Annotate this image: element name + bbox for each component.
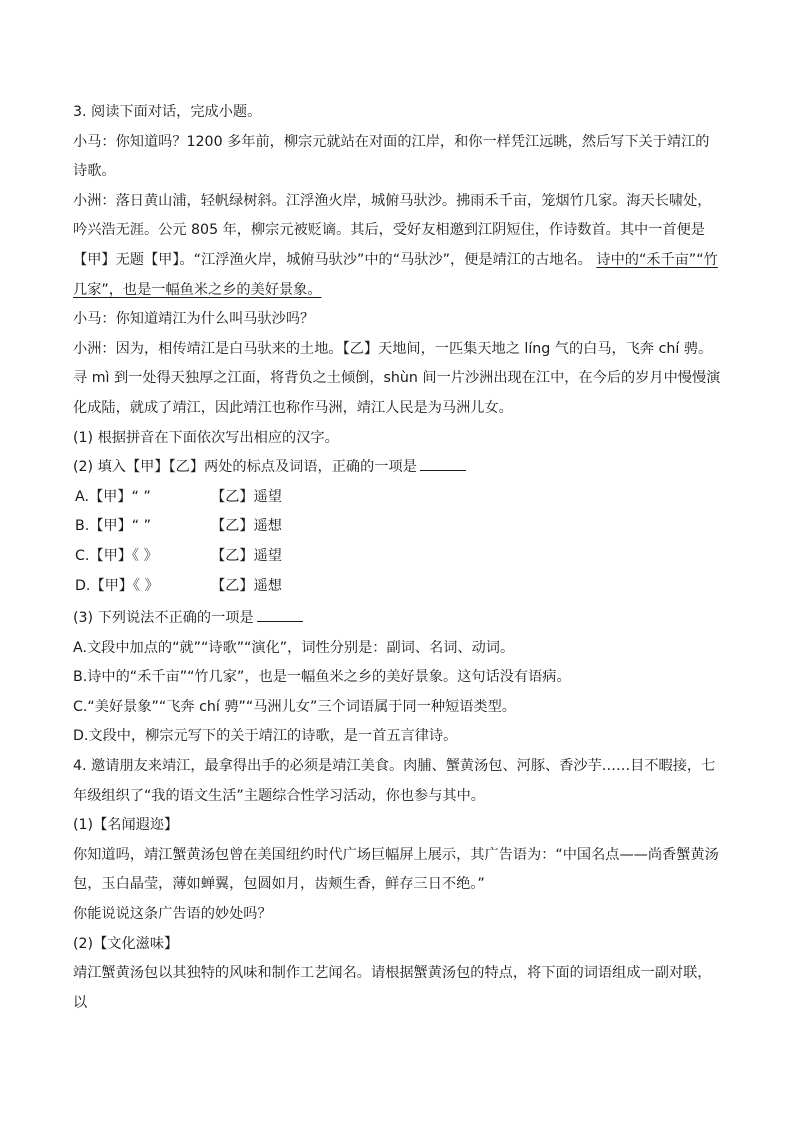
sub-question-1: (1) 根据拼音在下面依次写出相应的汉字。 (73, 429, 339, 446)
sub-question-3 (73, 604, 723, 634)
dialog-line-xiaoma-2: 小马：你知道靖江为什么叫马驮沙吗？ (73, 311, 315, 328)
dialog-line-xiaoma-1: 小马：你知道吗？1200 多年前，柳宗元就站在对面的江岸，和你一样凭江远眺，然后写下关于靖江的诗歌。 (73, 133, 710, 180)
q4-sub-1-question: 你能说说这条广告语的妙处吗？ (73, 906, 272, 923)
sub-question-2-text: (2) 填入【甲】【乙】两处的标点及词语，正确的一项是 (73, 459, 417, 476)
dialog-line-xiaozhou-1 (73, 187, 723, 305)
sub-question-2 (73, 453, 723, 483)
dialog-line-xiaozhou-2: 小洲：因为，相传靖江是白马驮来的土地。【乙】天地间，一匹集天地之 líng 气的白马，飞奔 chí 骋。寻 mì 到一处得天独厚之江面，将背负之土倾倒，shùn 间一片沙洲出现在江中，在今后的岁月中慢慢演化成陆，就成了靖江，因此靖江也称作马洲，靖江人民是为马洲儿女。 (73, 340, 721, 416)
q4-sub-2-title: (2)【文化滋味】 (73, 935, 179, 952)
option-c-first: C.【甲】《 》 (75, 547, 158, 564)
option-d-first: D.【甲】《 》 (75, 577, 159, 594)
answer-blank[interactable] (257, 609, 303, 622)
option-c[interactable] (73, 542, 723, 572)
option-a[interactable] (73, 483, 723, 513)
option-b-second: 【乙】遥想 (211, 518, 282, 535)
option-b[interactable] (73, 512, 723, 542)
statement-c[interactable]: C.“美好景象”“飞奔 chí 骋”“马洲儿女”三个词语属于同一种短语类型。 (73, 698, 516, 715)
underlined-sentence: 诗中的“禾千亩”“竹几家”，也是一幅鱼米之乡的美好景象。 (73, 251, 718, 298)
statement-b[interactable]: B.诗中的“禾千亩”“竹几家”，也是一幅鱼米之乡的美好景象。这句话没有语病。 (73, 669, 571, 686)
statement-d[interactable]: D.文段中，柳宗元写下的关于靖江的诗歌，是一首五言律诗。 (73, 728, 458, 745)
dialog-text: 小洲：落日黄山浦，轻帆绿树斜。江浮渔火岸，城俯马驮沙。拂雨禾千亩，笼烟竹几家。海天长啸处，吟兴浩无涯。公元 805 年，柳宗元被贬谪。其后，受好友相邀到江阴短住，作诗数首。其中一首便是【甲】无题【甲】。“江浮渔火岸，城俯马驮沙”中的“马驮沙”，便是靖江的古地名。 (73, 192, 712, 268)
question-3-title: 3. 阅读下面对话，完成小题。 (73, 104, 262, 120)
q4-sub-1-title: (1)【名闻遐迩】 (73, 817, 179, 834)
question-4-intro: 4. 邀请朋友来靖江，最拿得出手的必须是靖江美食。肉脯、蟹黄汤包、河豚、香沙芋……目不暇接，七年级组织了“我的语文生活”主题综合性学习活动，你也参与其中。 (73, 758, 716, 804)
q4-sub-1-text: 你知道吗，靖江蟹黄汤包曾在美国纽约时代广场巨幅屏上展示，其广告语为：“中国名点——尚香蟹黄汤包，玉白晶莹，薄如蝉翼，包圆如月，齿颊生香，鲜存三日不绝。” (73, 846, 719, 893)
answer-blank[interactable] (420, 458, 466, 471)
sub-question-3-text: (3) 下列说法不正确的一项是 (73, 610, 254, 627)
option-d-second: 【乙】遥想 (211, 577, 282, 594)
option-b-first: B.【甲】“ ” (75, 518, 152, 535)
option-a-second: 【乙】遥望 (211, 488, 282, 505)
document-page (73, 98, 723, 1018)
option-c-second: 【乙】遥望 (211, 547, 282, 564)
option-d[interactable] (73, 572, 723, 602)
option-a-first: A.【甲】“ ” (75, 488, 151, 505)
statement-a[interactable]: A.文段中加点的“就”“诗歌”“演化”，词性分别是：副词、名词、动词。 (73, 639, 515, 656)
q4-sub-2-text: 靖江蟹黄汤包以其独特的风味和制作工艺闻名。请根据蟹黄汤包的特点，将下面的词语组成一副对联，以 (73, 965, 712, 1011)
